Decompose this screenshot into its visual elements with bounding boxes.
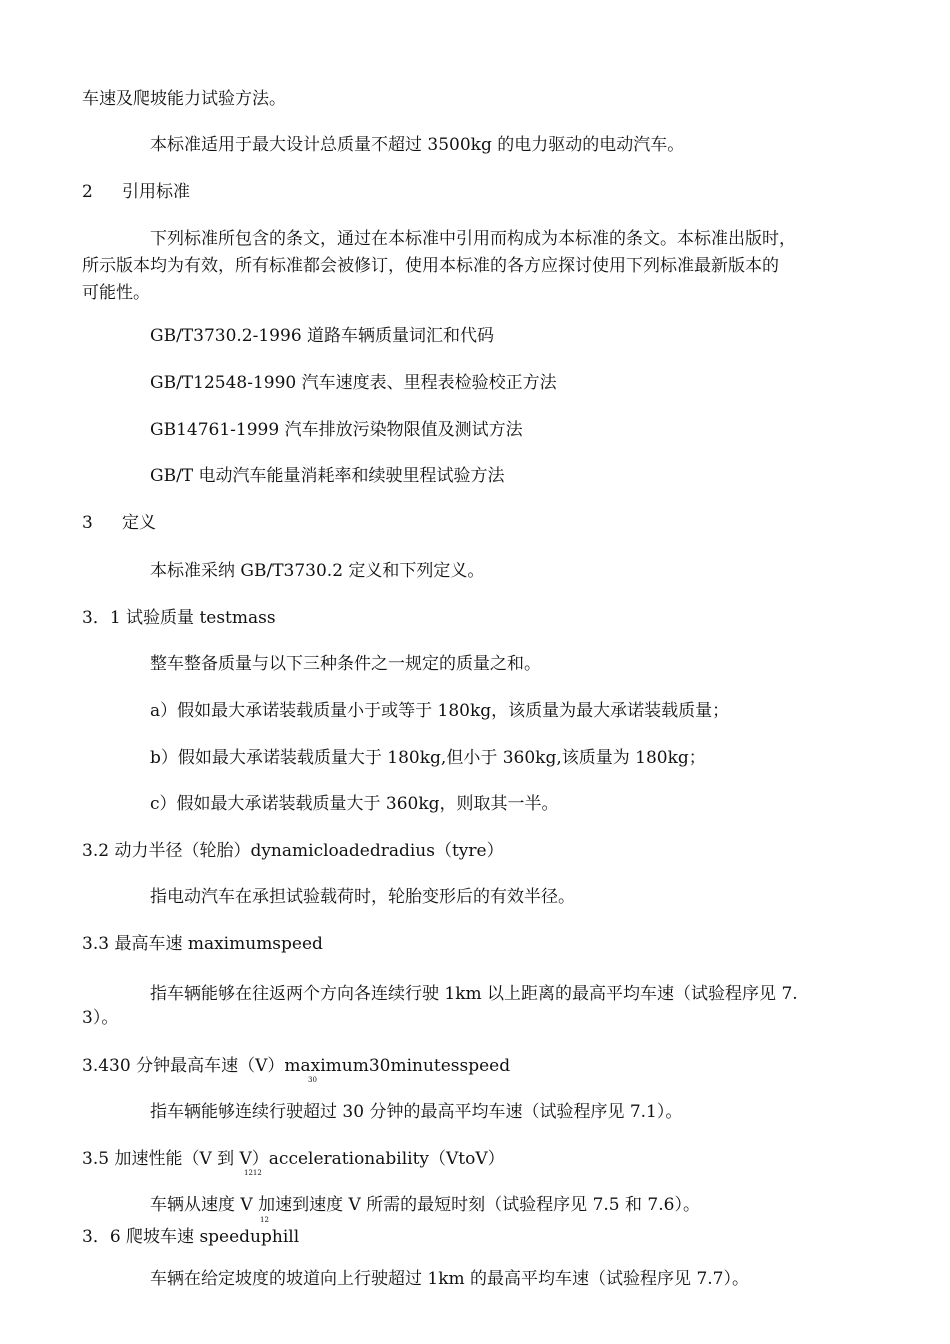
subsection-heading: 3.430 分钟最高车速（V）maximum30minutesspeed <box>82 1056 511 1076</box>
reference-item: GB14761-1999 汽车排放污染物限值及测试方法 <box>150 420 523 440</box>
reference-item: GB/T 电动汽车能量消耗率和续驶里程试验方法 <box>150 466 505 486</box>
paragraph-line: 下列标准所包含的条文，通过在本标准中引用而构成为本标准的条文。本标准出版时， <box>150 229 796 249</box>
subsection-heading: 3.5 加速性能（V 到 V）accelerationability（VtoV） <box>82 1149 505 1169</box>
section-title: 引用标准 <box>122 182 190 202</box>
subsection-heading: 3.2 动力半径（轮胎）dynamicloadedradius（tyre） <box>82 841 504 861</box>
section-heading-3 <box>82 513 156 533</box>
paragraph-line: 车辆从速度 V 加速到速度 V 所需的最短时刻（试验程序见 7.5 和 7.6）。 <box>150 1195 700 1215</box>
text-line: 车速及爬坡能力试验方法。 <box>82 89 286 109</box>
subscript-text: 12 <box>260 1216 269 1224</box>
section-title: 定义 <box>122 513 156 533</box>
subsection-heading: 3．6 爬坡车速 speeduphill <box>82 1227 300 1247</box>
paragraph-line: 整车整备质量与以下三种条件之一规定的质量之和。 <box>150 654 541 674</box>
paragraph-line: 所示版本均为有效，所有标准都会被修订，使用本标准的各方应探讨使用下列标准最新版本的 <box>82 256 779 276</box>
reference-item: GB/T12548-1990 汽车速度表、里程表检验校正方法 <box>150 373 557 393</box>
paragraph-line: 指车辆能够连续行驶超过 30 分钟的最高平均车速（试验程序见 7.1）。 <box>150 1102 683 1122</box>
list-item: a）假如最大承诺装载质量小于或等于 180kg，该质量为最大承诺装载质量； <box>150 701 730 721</box>
subscript-text: 1212 <box>244 1169 262 1177</box>
section-number: 3 <box>82 513 93 533</box>
section-number: 2 <box>82 182 93 202</box>
paragraph-line: 车辆在给定坡度的坡道向上行驶超过 1km 的最高平均车速（试验程序见 7.7）。 <box>150 1269 749 1289</box>
paragraph-line: 本标准采纳 GB/T3730.2 定义和下列定义。 <box>150 561 485 581</box>
section-heading-2 <box>82 182 190 202</box>
paragraph-line: 可能性。 <box>82 283 150 303</box>
paragraph-line: 3）。 <box>82 1008 119 1028</box>
reference-item: GB/T3730.2-1996 道路车辆质量词汇和代码 <box>150 326 495 346</box>
list-item: b）假如最大承诺装载质量大于 180kg,但小于 360kg,该质量为 180kg； <box>150 748 706 768</box>
paragraph-scope: 本标准适用于最大设计总质量不超过 3500kg 的电力驱动的电动汽车。 <box>150 135 685 155</box>
subsection-heading: 3.3 最高车速 maximumspeed <box>82 934 323 954</box>
paragraph-line: 指车辆能够在往返两个方向各连续行驶 1km 以上距离的最高平均车速（试验程序见 7. <box>150 984 798 1004</box>
list-item: c）假如最大承诺装载质量大于 360kg，则取其一半。 <box>150 794 559 814</box>
subscript-text: 30 <box>308 1076 317 1084</box>
paragraph-line: 指电动汽车在承担试验载荷时，轮胎变形后的有效半径。 <box>150 887 575 907</box>
subsection-heading: 3．1 试验质量 testmass <box>82 608 276 628</box>
